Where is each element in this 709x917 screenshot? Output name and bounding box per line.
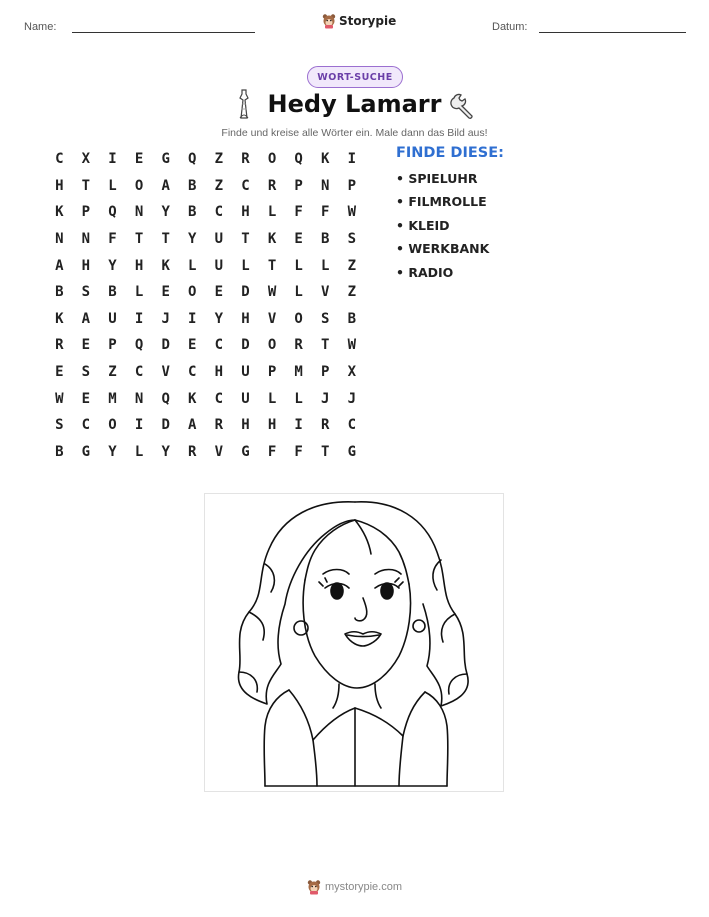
brand-name: Storypie bbox=[339, 14, 397, 28]
grid-cell[interactable]: N bbox=[81, 231, 91, 248]
instructions: Finde und kreise alle Wörter ein. Male dann das Bild aus! bbox=[221, 127, 488, 139]
grid-cell[interactable]: B bbox=[347, 310, 357, 327]
grid-cell[interactable]: O bbox=[267, 337, 277, 354]
grid-cell[interactable]: I bbox=[134, 310, 144, 327]
grid-cell[interactable]: G bbox=[241, 443, 250, 460]
footer-url[interactable]: mystorypie.com bbox=[325, 881, 403, 893]
grid-cell[interactable]: G bbox=[347, 443, 357, 460]
grid-cell[interactable]: F bbox=[267, 443, 277, 460]
grid-cell[interactable]: R bbox=[267, 177, 277, 194]
grid-cell[interactable]: I bbox=[347, 151, 357, 168]
grid-cell[interactable]: L bbox=[241, 257, 250, 274]
grid-cell[interactable]: B bbox=[188, 177, 197, 194]
word-item: • FILMROLLE bbox=[396, 194, 487, 210]
grid-cell[interactable]: Z bbox=[214, 177, 224, 194]
grid-cell[interactable]: D bbox=[241, 284, 250, 301]
word-item: • SPIELUHR bbox=[396, 171, 478, 186]
grid-cell[interactable]: O bbox=[267, 151, 277, 168]
grid-cell[interactable]: E bbox=[81, 337, 91, 354]
grid-cell[interactable]: Q bbox=[161, 390, 170, 407]
grid-cell[interactable]: C bbox=[214, 204, 224, 221]
grid-cell[interactable]: Z bbox=[108, 364, 117, 381]
grid-cell[interactable]: C bbox=[188, 364, 197, 381]
grid-cell[interactable]: H bbox=[241, 417, 250, 434]
grid-cell[interactable]: F bbox=[294, 443, 303, 460]
grid-cell[interactable]: E bbox=[214, 284, 224, 301]
grid-cell[interactable]: H bbox=[241, 204, 250, 221]
grid-cell[interactable]: E bbox=[55, 364, 64, 381]
grid-cell[interactable]: L bbox=[108, 177, 117, 194]
grid-cell[interactable]: L bbox=[188, 257, 197, 274]
grid-cell[interactable]: V bbox=[321, 284, 330, 301]
brand-logo bbox=[322, 13, 396, 29]
grid-cell[interactable]: W bbox=[347, 204, 357, 221]
grid-cell[interactable]: U bbox=[241, 390, 250, 407]
grid-cell[interactable]: I bbox=[134, 417, 144, 434]
grid-cell[interactable]: Q bbox=[108, 204, 117, 221]
grid-cell[interactable]: M bbox=[108, 390, 117, 407]
grid-cell[interactable]: V bbox=[267, 310, 277, 327]
grid-cell[interactable]: J bbox=[161, 310, 170, 327]
worksheet-title: Hedy Lamarr bbox=[267, 90, 442, 118]
grid-cell[interactable]: J bbox=[347, 390, 357, 407]
grid-cell[interactable]: B bbox=[188, 204, 197, 221]
grid-cell[interactable]: M bbox=[294, 364, 303, 381]
word-list-title: FINDE DIESE: bbox=[396, 145, 504, 161]
grid-cell[interactable]: T bbox=[321, 443, 330, 460]
grid-cell[interactable]: C bbox=[241, 177, 250, 194]
grid-cell[interactable]: V bbox=[214, 443, 224, 460]
grid-cell[interactable]: T bbox=[241, 231, 250, 248]
grid-cell[interactable]: U bbox=[108, 310, 117, 327]
grid-cell[interactable]: E bbox=[188, 337, 197, 354]
grid-cell[interactable]: Y bbox=[108, 257, 117, 274]
grid-cell[interactable]: O bbox=[294, 310, 303, 327]
grid-cell[interactable]: Q bbox=[134, 337, 144, 354]
grid-cell[interactable]: G bbox=[81, 443, 91, 460]
grid-cell[interactable]: N bbox=[321, 177, 330, 194]
grid-cell[interactable]: U bbox=[241, 364, 250, 381]
grid-cell[interactable]: N bbox=[134, 204, 144, 221]
grid-cell[interactable]: L bbox=[294, 390, 303, 407]
grid-cell[interactable]: G bbox=[161, 151, 170, 168]
grid-cell[interactable]: K bbox=[55, 204, 64, 221]
grid-cell[interactable]: K bbox=[267, 231, 277, 248]
grid-cell[interactable]: Q bbox=[188, 151, 197, 168]
grid-cell[interactable]: C bbox=[214, 390, 224, 407]
grid-cell[interactable]: R bbox=[214, 417, 224, 434]
grid-cell[interactable]: P bbox=[347, 177, 357, 194]
grid-cell[interactable]: C bbox=[55, 151, 64, 168]
grid-cell[interactable]: L bbox=[134, 443, 144, 460]
grid-cell[interactable]: A bbox=[188, 417, 197, 434]
grid-cell[interactable]: K bbox=[55, 310, 64, 327]
grid-cell[interactable]: E bbox=[294, 231, 303, 248]
grid-cell[interactable]: L bbox=[134, 284, 144, 301]
storypie-mascot-icon bbox=[307, 879, 321, 895]
word-list bbox=[396, 171, 489, 288]
grid-cell[interactable]: L bbox=[267, 390, 277, 407]
grid-cell[interactable]: Z bbox=[347, 284, 357, 301]
grid-cell[interactable]: S bbox=[55, 417, 64, 434]
grid-cell[interactable]: S bbox=[321, 310, 330, 327]
grid-cell[interactable]: T bbox=[267, 257, 277, 274]
grid-cell[interactable]: F bbox=[108, 231, 117, 248]
name-label: Name: bbox=[24, 21, 57, 33]
storypie-mascot-icon bbox=[322, 13, 336, 29]
date-line[interactable] bbox=[539, 32, 686, 33]
grid-cell[interactable]: F bbox=[294, 204, 303, 221]
grid-cell[interactable]: Y bbox=[188, 231, 197, 248]
grid-cell[interactable]: L bbox=[294, 284, 303, 301]
grid-cell[interactable]: L bbox=[321, 257, 330, 274]
footer bbox=[307, 879, 402, 895]
grid-cell[interactable]: K bbox=[321, 151, 330, 168]
grid-cell[interactable]: Y bbox=[108, 443, 117, 460]
grid-cell[interactable]: W bbox=[55, 390, 64, 407]
grid-cell[interactable]: C bbox=[81, 417, 91, 434]
grid-cell[interactable]: U bbox=[214, 257, 224, 274]
grid-cell[interactable]: N bbox=[55, 231, 64, 248]
grid-cell[interactable]: H bbox=[241, 310, 250, 327]
grid-cell[interactable]: W bbox=[267, 284, 277, 301]
grid-cell[interactable]: O bbox=[108, 417, 117, 434]
grid-cell[interactable]: A bbox=[55, 257, 64, 274]
grid-cell[interactable]: T bbox=[161, 231, 170, 248]
grid-cell[interactable]: R bbox=[294, 337, 303, 354]
word-item: • RADIO bbox=[396, 264, 454, 280]
grid-cell[interactable]: X bbox=[81, 151, 91, 168]
grid-cell[interactable]: Y bbox=[161, 204, 170, 221]
grid-cell[interactable]: Z bbox=[347, 257, 357, 274]
grid-cell[interactable]: H bbox=[267, 417, 277, 434]
grid-cell[interactable]: O bbox=[134, 177, 144, 194]
wrench-icon bbox=[450, 92, 478, 120]
grid-cell[interactable]: R bbox=[321, 417, 330, 434]
grid-cell[interactable]: I bbox=[294, 417, 303, 434]
grid-cell[interactable]: L bbox=[267, 204, 277, 221]
grid-cell[interactable]: K bbox=[161, 257, 170, 274]
grid-cell[interactable]: E bbox=[134, 151, 144, 168]
grid-cell[interactable]: Z bbox=[214, 151, 224, 168]
grid-cell[interactable]: K bbox=[188, 390, 197, 407]
grid-cell[interactable]: E bbox=[161, 284, 170, 301]
grid-cell[interactable]: B bbox=[321, 231, 330, 248]
grid-cell[interactable]: P bbox=[321, 364, 330, 381]
grid-cell[interactable]: R bbox=[55, 337, 64, 354]
grid-cell[interactable]: C bbox=[347, 417, 357, 434]
grid-cell[interactable]: B bbox=[108, 284, 117, 301]
grid-cell[interactable]: T bbox=[321, 337, 330, 354]
grid-cell[interactable]: H bbox=[134, 257, 144, 274]
letter-grid[interactable] bbox=[46, 146, 365, 465]
grid-cell[interactable]: F bbox=[321, 204, 330, 221]
grid-cell[interactable]: Y bbox=[161, 443, 170, 460]
word-item: • KLEID bbox=[396, 217, 450, 233]
grid-cell[interactable]: C bbox=[214, 337, 224, 354]
grid-cell[interactable]: C bbox=[134, 364, 144, 381]
name-line[interactable] bbox=[72, 32, 255, 33]
grid-cell[interactable]: D bbox=[161, 337, 170, 354]
grid-cell[interactable]: T bbox=[134, 231, 144, 248]
grid-cell[interactable]: H bbox=[55, 177, 64, 194]
grid-cell[interactable]: P bbox=[267, 364, 277, 381]
grid-cell[interactable]: P bbox=[294, 177, 303, 194]
grid-cell[interactable]: S bbox=[81, 364, 91, 381]
grid-cell[interactable]: P bbox=[108, 337, 117, 354]
grid-cell[interactable]: S bbox=[81, 284, 91, 301]
coloring-picture bbox=[204, 493, 504, 792]
grid-cell[interactable]: U bbox=[214, 231, 224, 248]
grid-cell[interactable]: B bbox=[55, 443, 64, 460]
grid-cell[interactable]: R bbox=[241, 151, 250, 168]
grid-cell[interactable]: H bbox=[81, 257, 91, 274]
grid-cell[interactable]: P bbox=[81, 204, 91, 221]
grid-cell[interactable]: L bbox=[294, 257, 303, 274]
grid-cell[interactable]: A bbox=[81, 310, 91, 327]
grid-cell[interactable]: Q bbox=[294, 151, 303, 168]
grid-cell[interactable]: W bbox=[347, 337, 357, 354]
grid-cell[interactable]: Y bbox=[214, 310, 224, 327]
grid-cell[interactable]: D bbox=[241, 337, 250, 354]
grid-cell[interactable]: B bbox=[55, 284, 64, 301]
grid-cell[interactable]: V bbox=[161, 364, 170, 381]
grid-cell[interactable]: R bbox=[188, 443, 197, 460]
grid-cell[interactable]: D bbox=[161, 417, 170, 434]
grid-cell[interactable]: S bbox=[347, 231, 357, 248]
grid-cell[interactable]: H bbox=[214, 364, 224, 381]
word-item: • WERKBANK bbox=[396, 241, 490, 257]
grid-cell[interactable]: X bbox=[347, 364, 357, 381]
grid-cell[interactable]: I bbox=[188, 310, 197, 327]
grid-cell[interactable]: O bbox=[188, 284, 197, 301]
grid-cell[interactable]: N bbox=[134, 390, 144, 407]
grid-cell[interactable]: T bbox=[81, 177, 91, 194]
word-search-badge: WORT-SUCHE bbox=[307, 66, 403, 88]
grid-cell[interactable]: J bbox=[321, 390, 330, 407]
grid-cell[interactable]: E bbox=[81, 390, 91, 407]
woman-portrait-illustration bbox=[205, 494, 503, 791]
date-label: Datum: bbox=[492, 21, 528, 33]
grid-cell[interactable]: I bbox=[108, 151, 117, 168]
grid-cell[interactable]: A bbox=[161, 177, 170, 194]
